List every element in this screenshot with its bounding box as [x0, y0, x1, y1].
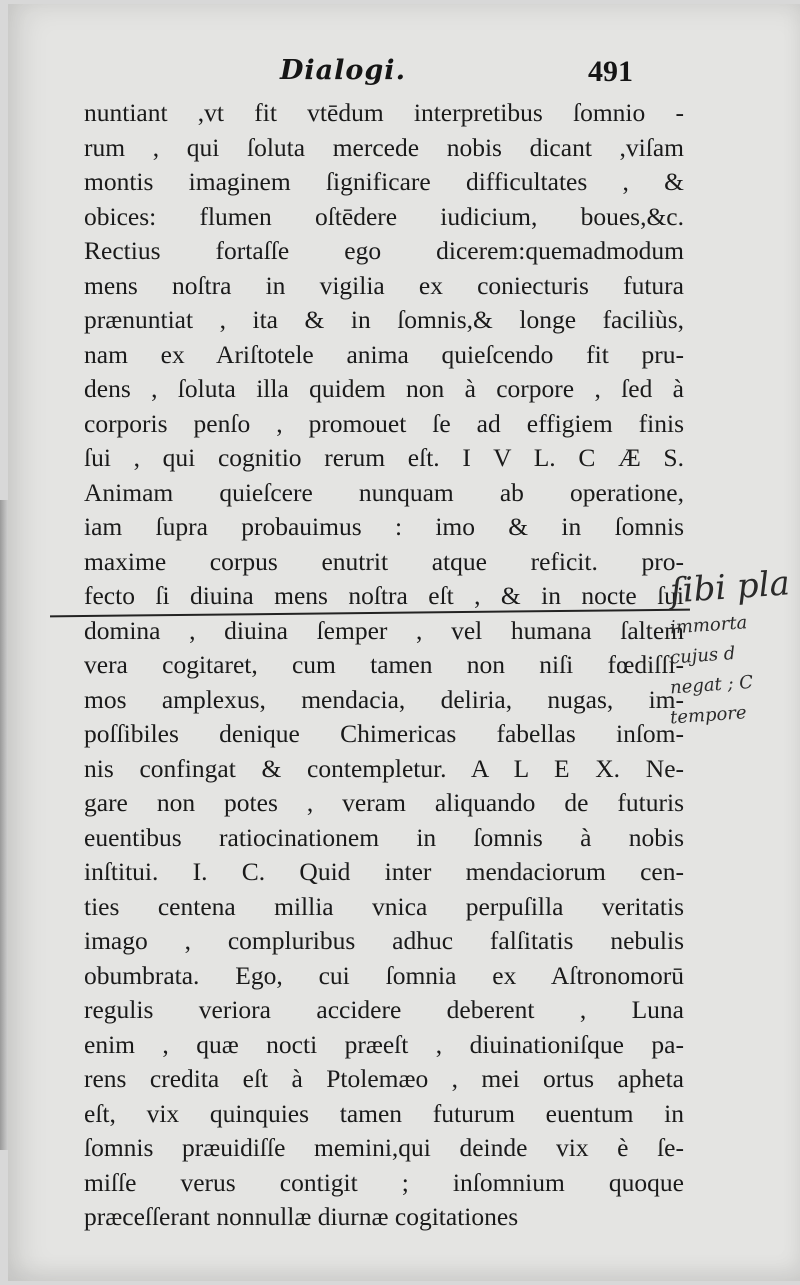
body-text — [84, 96, 684, 1235]
text-line: obumbrata. Ego, cui ſomnia ex Aſtronomorū — [84, 960, 684, 990]
text-line: euentibus ratiocinationem in ſomnis à nobis — [84, 822, 684, 852]
text-line: regulis veriora accidere deberent , Luna — [84, 995, 684, 1024]
text-line: præceſſerant nonnullæ diurnæ cogitationes — [84, 1202, 519, 1231]
page-gutter-shadow — [0, 500, 8, 1150]
text-line: ties centena millia vnica perpuſilla veritatis — [84, 891, 684, 921]
text-line: obices: flumen oſtēdere iudicium, boues,&c. — [84, 201, 684, 231]
text-line: poſſibiles denique Chimericas fabellas inſom- — [84, 719, 684, 748]
text-line: nis confingat & contempletur. A L E X. Ne- — [84, 753, 684, 783]
margin-note-line: ſibi pla — [668, 563, 792, 612]
text-line: nuntiant ,vt fit vtēdum interpretibus ſomnio - — [84, 98, 684, 127]
text-line: inſtitui. I. C. Quid inter mendaciorum cen- — [84, 857, 684, 886]
text-line: miſſe verus contigit ; inſomnium quoque — [84, 1167, 684, 1197]
margin-note-line: immorta — [669, 612, 748, 639]
text-line: mos amplexus, mendacia, deliria, nugas, im- — [84, 684, 684, 714]
running-head-title: Dialogi. — [280, 55, 406, 86]
text-line: enim , quæ nocti præeſt , diuinationiſque pa- — [84, 1029, 684, 1059]
text-line: gare non potes , veram aliquando de futuris — [84, 788, 684, 817]
text-line: rum , qui ſoluta mercede nobis dicant ,viſam — [84, 132, 684, 162]
page-number: 491 — [588, 55, 633, 88]
text-line: eſt, vix quinquies tamen futurum euentum in — [84, 1098, 684, 1128]
text-line-underlined: fecto ſi diuina mens noſtra eſt , & in nocte ſui — [84, 581, 684, 610]
text-line: imago , compluribus adhuc falſitatis nebulis — [84, 926, 684, 955]
text-line: ſomnis præuidiſſe memini,qui deinde vix è ſe- — [84, 1133, 684, 1162]
text-line: Animam quieſcere nunquam ab operatione, — [84, 477, 684, 507]
running-head — [0, 55, 800, 95]
text-line: dens , ſoluta illa quidem non à corpore , ſed à — [84, 374, 684, 403]
text-line: domina , diuina ſemper , vel humana ſaltem — [84, 615, 684, 645]
text-line: mens noſtra in vigilia ex coniecturis futura — [84, 270, 684, 300]
text-line: rens credita eſt à Ptolemæo , mei ortus apheta — [84, 1064, 684, 1093]
handwritten-margin-notes — [670, 565, 800, 729]
text-line: nam ex Ariſtotele anima quieſcendo fit pru- — [84, 339, 684, 369]
margin-note-line: tempore — [669, 702, 748, 729]
text-line: maxime corpus enutrit atque reficit. pro- — [84, 546, 684, 576]
margin-note-line: negat ; C — [669, 671, 754, 699]
text-line: ſui , qui cognitio rerum eſt. I V L. C Æ S. — [84, 443, 684, 472]
text-line: iam ſupra probauimus : imo & in ſomnis — [84, 512, 684, 541]
text-line: corporis penſo , promouet ſe ad effigiem finis — [84, 408, 684, 438]
text-line: vera cogitaret, cum tamen non niſi fœdiſſi- — [84, 650, 684, 679]
text-line: prænuntiat , ita & in ſomnis,& longe faciliùs, — [84, 305, 684, 334]
margin-note-line: cujus d — [669, 643, 737, 669]
text-line: montis imaginem ſignificare difficultates , & — [84, 167, 684, 196]
text-line: Rectius fortaſſe ego dicerem:quemadmodum — [84, 236, 684, 265]
